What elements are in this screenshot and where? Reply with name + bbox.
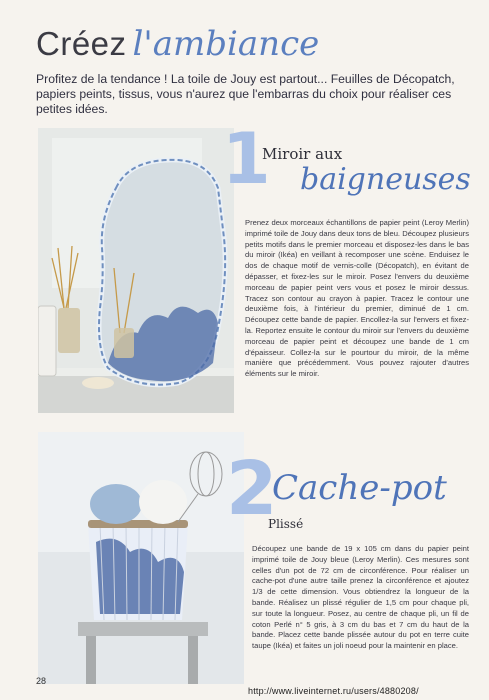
- page-title: [36, 24, 476, 72]
- title-part2: l'ambiance: [132, 24, 320, 64]
- watermark-url: http://www.liveinternet.ru/users/4880208/: [248, 686, 419, 696]
- page-number: 28: [36, 676, 47, 686]
- section1-title-script: baigneuses: [300, 162, 471, 197]
- cachepot-photo: [38, 432, 244, 684]
- title-part1: Créez: [36, 25, 127, 62]
- section2-title-small: Plissé: [268, 517, 304, 531]
- mirror-illustration: [38, 128, 234, 413]
- section2-body: Découpez une bande de 19 x 105 cm dans du papier peint imprimé toile de Jouy bleue (Leroy Merlin). Ces mesures sont celles d'un pot de 72 cm de circonférence. Pour réaliser un cache-pot d'une autre taille prenez la circonférence et ajoutez 1/3 de cette dimension. Vous obtiendrez la longueur de la bande. Réalisez un plissé régulier de 1,5 cm pour chaque pli, sur toute la longueur. Posez, au centre de chaque pli, un fil de coton Perlé n° 5 gris, à 3 cm du bas et 7 cm du haut de la bande. Placez cette bande plissée autour du pot en terre cuite taupe (Ikéa) et faites un joli noeud pour la maintenir en place.: [252, 544, 469, 651]
- section1-number: 1: [222, 118, 271, 200]
- section1-title-small: Miroir aux: [262, 145, 343, 163]
- intro-paragraph: Profitez de la tendance ! La toile de Jouy est partout... Feuilles de Décopatch, papiers peints, tissus, vous n'aurez que l'embarras du choix pour réaliser ces petites idées.: [36, 72, 455, 116]
- section1-body: Prenez deux morceaux échantillons de papier peint (Leroy Merlin) imprimé toile de Jouy dans deux tons de bleu. Découpez plusieurs petits motifs dans le premier morceau et disposez-les dans le bas du miroir (Ikéa) en veillant à recomposer une scène. Enduisez le dos de chaque motif de vernis-colle (Décopatch), en évitant de dépasser, et fixez-les sur le miroir. Posez l'envers du deuxième morceau de papier peint vers vous et posez le miroir dessus. Tracez son contour au crayon à papier. Tracez le contour une deuxième fois, à l'intérieur du premier, diminué de 1 cm. Découpez cette bande de papier. Encollez-la sur l'envers et fixez-la. Reportez ensuite le contour du miroir sur l'envers du deuxième morceau de papier peint et découpez une bande de 1 cm d'épaisseur. Collez-la sur le pourtour du miroir, de la même manière que précédemment. Vous pouvez rajouter d'autres éléments sur le miroir.: [245, 218, 469, 379]
- section2-title-script: Cache-pot: [272, 468, 447, 508]
- section2-number: 2: [226, 446, 278, 532]
- mirror-photo: [38, 128, 234, 413]
- cachepot-illustration: [38, 432, 244, 684]
